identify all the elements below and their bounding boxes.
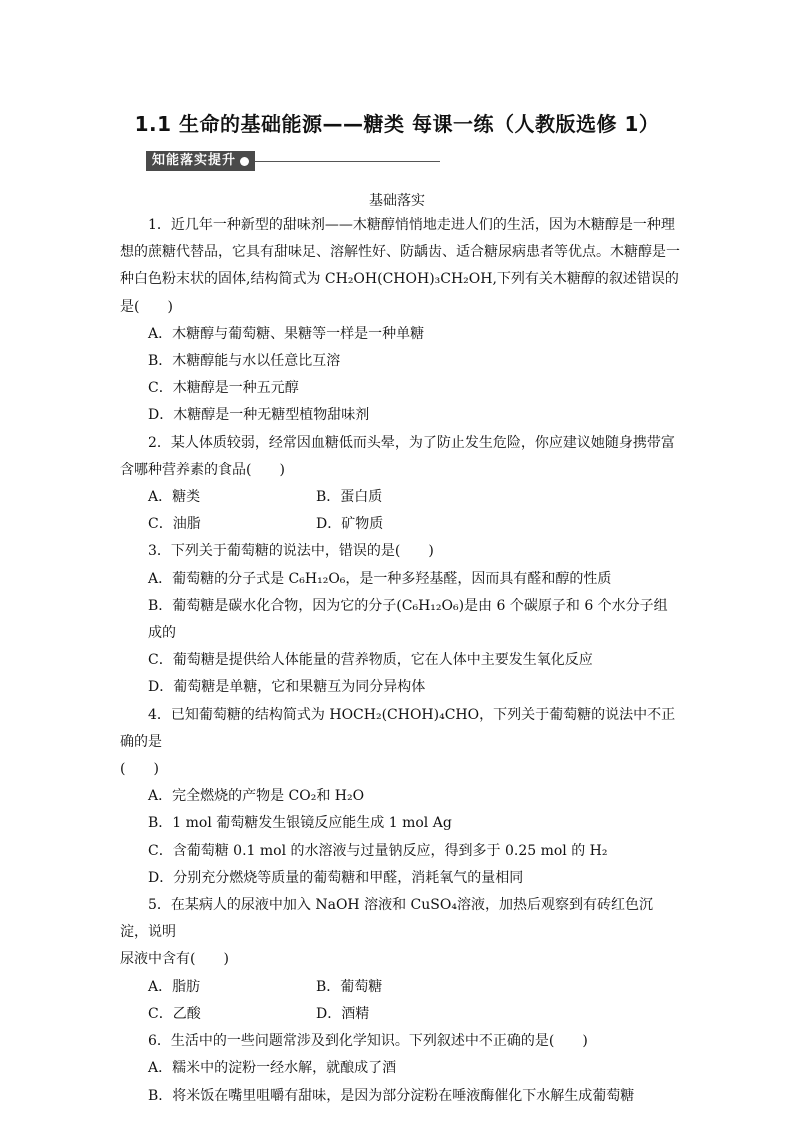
q1-stem-line-3: 种白色粉末状的固体,结构简式为 CH₂OH(CHOH)₃CH₂OH,下列有关木糖醇的叙述错误的是( ) xyxy=(120,271,679,315)
q5-options-row-1 xyxy=(120,974,680,1001)
q4-option-a: A．完全燃烧的产物是 CO₂和 H₂O xyxy=(148,788,365,805)
q6-option-b: B．将米饭在嘴里咀嚼有甜味，是因为部分淀粉在唾液酶催化下水解生成葡萄糖 xyxy=(148,1087,635,1104)
banner-label-box xyxy=(146,151,255,171)
q2-stem-line-1: 2．某人体质较弱，经常因血糖低而头晕，为了防止发生危险，你应建议她随身携带富 xyxy=(148,434,675,451)
page-title: 1.1 生命的基础能源——糖类 每课一练（人教版选修 1） xyxy=(134,112,660,136)
question-list xyxy=(120,212,680,1110)
q5-option-b: B．葡萄糖 xyxy=(316,978,383,995)
q5-stem-line-1: 5．在某病人的尿液中加入 NaOH 溶液和 CuSO₄溶液，加热后观察到有砖红色沉淀，说明 xyxy=(120,897,653,941)
q5-stem-line-2: 尿液中含有( ) xyxy=(120,951,229,968)
q3-stem: 3．下列关于葡萄糖的说法中，错误的是( ) xyxy=(148,543,434,560)
q4-option-b: B．1 mol 葡萄糖发生银镜反应能生成 1 mol Ag xyxy=(148,815,452,832)
q4-option-d: D．分别充分燃烧等质量的葡萄糖和甲醛，消耗氧气的量相同 xyxy=(148,869,524,886)
q3-option-b: B．葡萄糖是碳水化合物，因为它的分子(C₆H₁₂O₆)是由 6 个碳原子和 6 个水分子组成的 xyxy=(148,597,668,642)
q6-option-a: A．糯米中的淀粉一经水解，就酿成了酒 xyxy=(148,1060,397,1077)
q6-stem: 6．生活中的一些问题常涉及到化学知识。下列叙述中不正确的是( ) xyxy=(148,1033,588,1050)
q2-stem-line-2: 含哪种营养素的食品( ) xyxy=(120,461,285,478)
q4-stem-line-1: 4．已知葡萄糖的结构简式为 HOCH₂(CHOH)₄CHO，下列关于葡萄糖的说法中不正确的是 xyxy=(120,706,676,750)
q1-stem-line-1: 1．近几年一种新型的甜味剂——木糖醇悄悄地走进人们的生活，因为木糖醇是一种理 xyxy=(148,217,675,233)
section-banner xyxy=(146,151,440,171)
bullet-dot-icon xyxy=(240,157,249,166)
q3-option-d: D．葡萄糖是单糖，它和果糖互为同分异构体 xyxy=(148,679,426,696)
section-heading: 基础落实 xyxy=(369,193,425,209)
q2-option-d: D．矿物质 xyxy=(316,516,384,533)
q2-option-c: C．油脂 xyxy=(148,516,201,533)
q3-option-c: C．葡萄糖是提供给人体能量的营养物质，它在人体中主要发生氧化反应 xyxy=(148,652,593,669)
q1-option-c: C．木糖醇是一种五元醇 xyxy=(148,380,299,397)
q5-option-d: D．酒精 xyxy=(316,1005,370,1022)
banner-label: 知能落实提升 xyxy=(152,153,237,168)
q5-option-c: C．乙酸 xyxy=(148,1005,201,1022)
q1-stem-line-2: 想的蔗糖代替品，它具有甜味足、溶解性好、防龋齿、适合糖尿病患者等优点。木糖醇是一 xyxy=(120,244,680,261)
q2-option-a: A．糖类 xyxy=(148,489,201,506)
q4-option-c: C．含葡萄糖 0.1 mol 的水溶液与过量钠反应，得到多于 0.25 mol 的 H₂ xyxy=(148,842,608,859)
q5-options-row-2 xyxy=(120,1001,680,1028)
q1-option-d: D．木糖醇是一种无糖型植物甜味剂 xyxy=(148,407,370,424)
q3-option-a: A．葡萄糖的分子式是 C₆H₁₂O₆，是一种多羟基醛，因而具有醛和醇的性质 xyxy=(148,570,612,587)
q5-option-a: A．脂肪 xyxy=(148,978,201,995)
q4-stem-line-2: ( ) xyxy=(120,761,159,778)
q2-option-b: B．蛋白质 xyxy=(316,489,383,506)
q2-options-row-2 xyxy=(120,511,680,538)
q1-option-a: A．木糖醇与葡萄糖、果糖等一样是一种单糖 xyxy=(148,325,425,342)
q1-option-b: B．木糖醇能与水以任意比互溶 xyxy=(148,353,341,370)
q2-options-row-1 xyxy=(120,484,680,511)
banner-divider xyxy=(255,161,440,162)
